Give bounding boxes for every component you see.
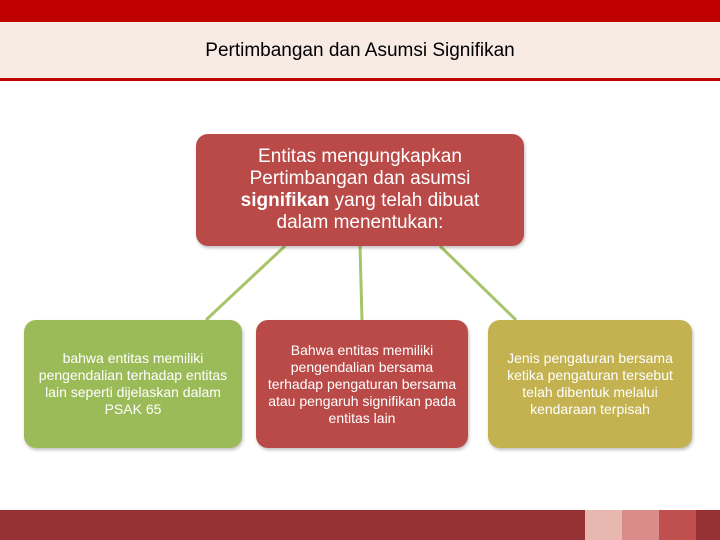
root-line-2: Pertimbangan dan asumsi: [249, 168, 471, 189]
connector-right: [440, 246, 516, 320]
root-line-3-rest: yang telah dibuat: [329, 190, 480, 211]
footer-block-3: [659, 510, 696, 540]
child-box-2: [256, 320, 468, 448]
child-box-2-text: Bahwa entitas memiliki pengendalian bersama terhadap pengaturan bersama atau pengaruh signifikan pada entitas lain: [267, 341, 457, 426]
footer-block-2: [622, 510, 659, 540]
footer-block-4: [696, 510, 720, 540]
slide-title: Pertimbangan dan Asumsi Signifikan: [205, 40, 515, 61]
root-line-3-bold: signifikan: [240, 190, 330, 211]
root-line-1: Entitas mengungkapkan: [258, 146, 462, 167]
child-box-3-text: Jenis pengaturan bersama ketika pengaturan tersebut telah dibentuk melalui kendaraan terpisah: [507, 350, 673, 417]
child-box-3: [488, 320, 692, 448]
child-box-1: [24, 320, 242, 448]
connector-middle: [360, 246, 362, 320]
footer-block-1: [585, 510, 622, 540]
root-box: [196, 134, 524, 246]
child-box-1-text: bahwa entitas memiliki pengendalian terhadap entitas lain seperti dijelaskan dalam PSAK 65: [38, 350, 228, 417]
footer-bar: [0, 510, 720, 540]
root-text: [241, 146, 480, 234]
connector-left: [206, 246, 285, 320]
root-line-4: dalam menentukan:: [276, 212, 444, 233]
